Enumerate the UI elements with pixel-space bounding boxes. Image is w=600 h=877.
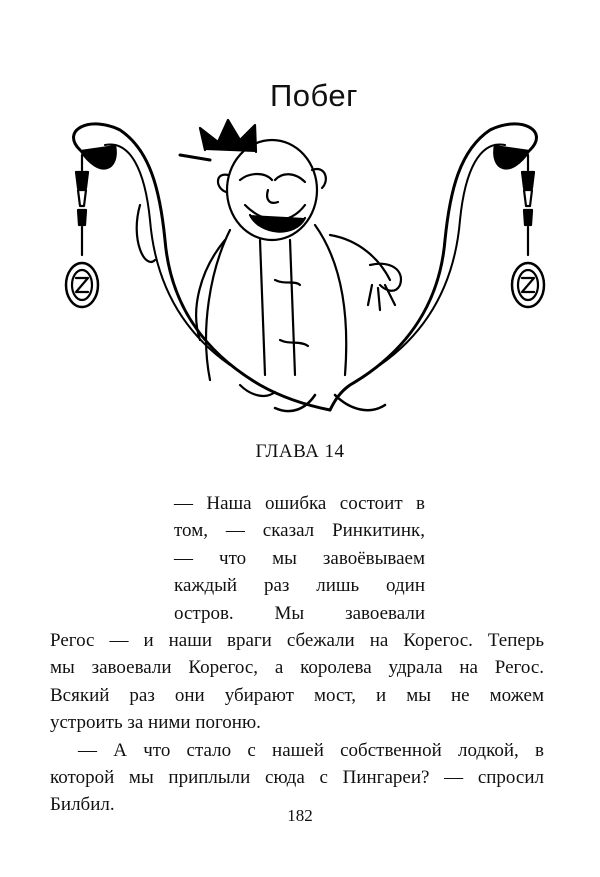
drop-cap-illustration <box>50 110 560 420</box>
paragraph-opening <box>174 490 425 627</box>
text-line: Регос — и наши враги сбежали на Корегос. Теперь <box>50 630 544 651</box>
text-line: Всякий раз они убирают мост, и мы не можем <box>50 684 544 706</box>
text-line: — Наша ошибка состоит в <box>174 493 425 514</box>
text-line: мы завоевали Корегос, а королева удрала на Регос. <box>50 657 544 679</box>
text-line: устроить за ними погоню. <box>50 712 261 734</box>
text-line: остров. Мы завоевали <box>174 602 425 624</box>
page-title: Побег <box>270 78 358 113</box>
body-text <box>50 627 544 819</box>
text-line: которой мы приплыли сюда с Пингареи? — спросил <box>50 767 544 789</box>
page-number: 182 <box>287 806 313 825</box>
text-line: том, — сказал Ринкитинк, <box>174 520 425 542</box>
text-line: каждый раз лишь один <box>174 575 425 597</box>
text-line: — А что стало с нашей собственной лодкой, в <box>78 739 544 761</box>
chapter-heading: ГЛАВА 14 <box>255 441 345 462</box>
text-line: Билбил. <box>50 794 115 816</box>
text-line: — что мы завоёвываем <box>174 547 425 569</box>
